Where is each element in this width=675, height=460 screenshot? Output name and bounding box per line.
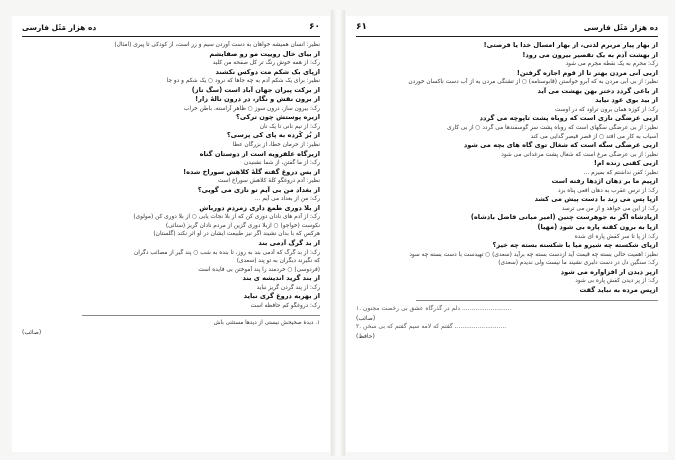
proverb-heading: ازپیم ما بر دهان اژدها رفته است [551,177,658,186]
right-signature-1: (صائب) [356,315,376,323]
proverb-note: رک: از آدم های نادان دوری کن که از بلا نجات یابی ○ از بلا دوری کن (مولوی) [133,214,320,221]
proverb-note: رک: سنگین دل در دست دلبری نشیند ما نیست ولی ندیدم (سعدی) [498,260,658,267]
left-footnote: ۱. دیدهٔ صحیحش نیستی از دیدها مستثنی باش [213,320,320,327]
proverb-heading: ازپس مرده به نباید گفت [579,285,658,294]
right-dotted-line-1: ۱. دلم در گذرگاه عشق بی رخصت مجنون .......................... [356,305,512,313]
proverb-note: نظیر: از بی عرضگی مرغ است که شغال پشت مرغدانی می شود [501,151,658,158]
right-signature-2: (حافظ) [356,333,375,341]
right-dotted-line-2: ۲. گفتم که لامه سیم گفتم که بی سخن ........................... [356,323,507,331]
proverb-heading: ازپر دیدن ار افزاواره می شود [560,267,658,276]
proverb-heading: از بُز کُرده به پای کی پرسی؟ [226,131,320,140]
right-page-header [356,18,658,37]
left-running-title: ده هزار مَثَل فارسی [22,22,97,32]
book-gutter [331,10,345,456]
proverb-heading: از برکت پیران جهان آباد است (سگ تاز) [191,85,320,94]
proverb-note: رک: از پند گردن گریز نباید [256,284,320,291]
proverb-note: رک: از ما گفتن، از شما نشنیدن [244,160,320,167]
proverb-heading: از بند گرید اندیشه ی بند [242,274,320,283]
proverb-heading: ازبره پوستش چون ترکی؟ [236,113,320,122]
proverb-note: رک: من از بغداد می آیم ... [254,196,320,203]
left-page [12,16,330,452]
proverb-note: نظیر: اهمیت حالی بسته چه قیمت آید ازدست بسته چه برآید (سعدی) ○ تهیدست با دست بسته چه سود [409,251,658,258]
proverb-heading: ازپادشاه اگر به جوهرست چنین (امیر میانی فاضل بادشاه) [470,213,658,222]
right-page [346,16,668,452]
proverb-heading: از بید بوی عود نیاید [595,96,658,105]
proverb-heading: از برون نقش و نگار، در درون نالهٔ زار! [195,95,320,104]
proverb-heading: ازبی کفنی زنده ام! [593,159,658,168]
right-proverb-list [356,41,658,295]
proverb-heading: از باعی گردد دختر بهن بهشت می آید [537,86,658,95]
proverb-heading: ازبی آنی مردن بهتر تا از قوم اجازه گرفتن! [516,68,658,77]
left-footnote-rule [82,315,320,316]
proverb-note: نکوست (خواجو) ○ ازبلا دوری گزین از مردم نادان گریز (سنائی) [165,222,320,229]
proverb-heading: از بهشت آدم به یک تقصیر بیرون می رود! [522,50,658,59]
proverb-heading: ازبرگاه علفرویه است از دوستان گناه [199,149,320,158]
proverb-note: رک: از ترس عقرب به دهان افعی پناه برد [558,187,658,194]
left-page-header [22,18,320,37]
proverb-heading: ازپا به برون کفنه پاره بی شود (مهیا) [537,223,658,232]
proverb-note: رک: از همه خوش رنگ تر کل صفحه من کلید [212,60,320,67]
proverb-heading: از بهربه دروغ گری نباید [243,292,320,301]
proverb-heading: ازپای شکسته چه شیرو میا با شکسته بسته چه خیز؟ [492,241,658,250]
proverb-heading: از بغداد من بی آیم تو نازی می گویی؟ [197,185,320,194]
proverb-note: رک: از کوزه همان برون تراود که در اوست [555,106,658,113]
right-running-title: ده هزار مَثَل فارسی [583,22,658,32]
proverb-heading: از بهار پیار مربرم لذتی، از بهار امسال خدا یا فرصتی! [483,41,658,49]
proverb-heading: از بلا دوری طمع داری زمردم دورباش [199,203,320,212]
proverb-heading: از بد گرگ آدمی بند [258,238,320,247]
proverb-note: (فردوسی) ○ خردمند را پند آموختن بی فایده است [198,266,320,273]
proverb-note: نظیر: از بی عرضگی سگهای است که روباه پشت سر گوسفندها می گردد ○ از بی کاری [447,125,658,132]
proverb-note: رک: دروغگو کم حافظه است [250,302,320,309]
right-page-number: ۶۱ [356,22,367,32]
proverb-heading: ازبی عرضگی سگه است که شغال توی گاه های بچه می شود [463,141,658,150]
proverb-note: رک: از پا تا سر کفش پاره ای شده [574,233,658,240]
proverb-note: نظیر: از حرمان خطا، از بزرگان عطا [232,142,320,149]
proverb-note: رک: بیرون ساز، درون سوز ○ ظاهر آراسته، باطن خراب [183,105,320,112]
proverb-note: نظیر: برای یک شکم آدم به چه جاها که نرود ○ یک شکم و دو جا [166,78,320,85]
left-signature: (صائب) [22,329,42,337]
proverb-note: نظیر: انسان همیشه خواهان به دست آوردن سیم و زر است، از کودکی تا پیری (امثال) [114,42,320,48]
proverb-note: هرکس که با بدان نشیند اگر نیز طبیعت ایشان در او اثر نکند (گلستان) [153,231,320,238]
left-page-number: ۶۰ [309,22,320,32]
proverb-heading: ازبی عرضگی نازی است که روباه پشت تاپوچه می گردد [479,114,658,123]
proverb-heading: ازپای بک شکم مت دوکس نکشند [215,67,320,76]
proverb-note: رک: از پر دیدن کفش پاره بی شود [575,278,658,285]
proverb-note: رک: محرم به یک نقطه مجرم می شود [565,61,658,68]
proverb-note: آسیاب به کار می افتد ○ از قصر قیصر گدایی می کند [530,133,658,140]
proverb-note: که نگیرند دیگران به تو پند (سعدی) [236,258,320,265]
proverb-note: رک: از این می خواهد و از من می ترسد [561,205,658,212]
proverb-note: نظیر: آدم دروغگو کُلهٔ کلاهش سوراخ است [217,178,320,185]
proverb-note: رک: از بد گرگ که آدمی بند به روز، تا بنده به شب ○ پند گیر از مصائب دگران [134,249,320,256]
proverb-heading: از بیای خال روییت مو رو صفایشم [209,49,320,58]
right-footnote-rule [416,300,658,301]
proverb-heading: از بس دروغ گفته گُلُهٔ کلاهش سوراخ شده! [183,167,320,176]
proverb-note: نظیر: کفن نداشتم که بمیرم ... [583,169,658,176]
proverb-heading: ازپا پس می زند با دست پیش می کشد [534,195,658,204]
left-proverb-list [22,41,320,310]
proverb-note: نظیر: از بی آبی مردن به که آبرو خواستن (قابوسنامه) ○ از تشنگی مردن به از آب دست ناکسان خوردن [408,79,658,86]
proverb-note: رک: از نیم نانی تا یک نان [259,123,320,130]
